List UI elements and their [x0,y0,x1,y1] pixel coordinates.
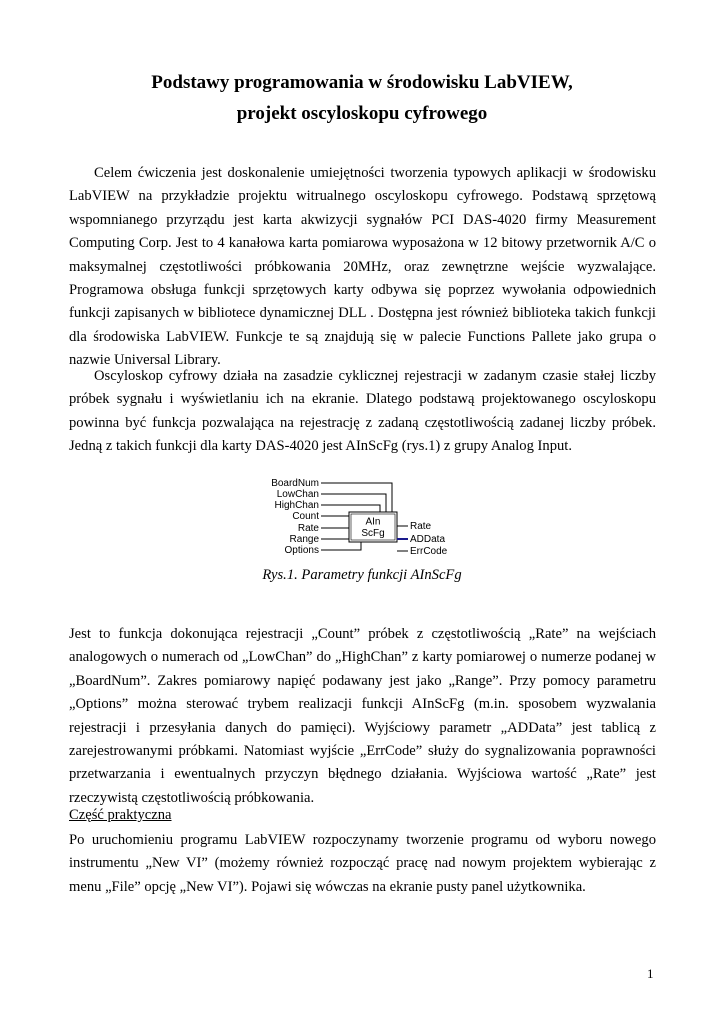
function-block-label-1: AIn [365,516,381,528]
function-diagram [263,476,463,560]
input-label-highchan: HighChan [274,500,319,511]
title-line-2: projekt oscyloskopu cyfrowego [236,103,488,124]
input-label-rate: Rate [297,523,319,534]
output-label-rate: Rate [410,521,432,532]
title-line-1: Podstawy programowania w środowisku LabVIEW, [151,72,573,93]
input-label-lowchan: LowChan [276,489,319,500]
figure-caption: Rys.1. Parametry funkcji AInScFg [262,567,462,583]
input-label-count: Count [292,511,319,522]
paragraph-function-description: Jest to funkcja dokonująca rejestracji „Count” próbek z częstotliwością „Rate” na wejściach analogowych o numerach od „LowChan” do „HighChan” z karty pomiarowej o numerze podanej w „BoardNum”. Zakres pomiarowy napięć podawany jest jako „Range”. Przy pomocy parametru „Options” można sterować trybem realizacji funkcji AInScFg (m.in. sposobem wyzwalania rejestracji i przesyłania danych do pamięci). Wyjściowy parametr „ADData” jest tablicą z zarejestrowanymi próbkami. Natomiast wyjście „ErrCode” służy do sygnalizowania poprawności przetwarzania i ewentualnych przyczyn błędnego działania. Wyjściowa wartość „Rate” jest rzeczywistą częstotliwością próbkowania. [69,626,656,806]
output-label-addata: ADData [410,534,446,545]
section-heading: Część praktyczna [69,807,172,823]
input-label-range: Range [289,534,319,545]
output-label-errcode: ErrCode [410,546,448,557]
function-block-label-2: ScFg [361,528,385,539]
paragraph-practical: Po uruchomieniu programu LabVIEW rozpoczynamy tworzenie programu od wyboru nowego instrumentu „New VI” (możemy również rozpocząć pracę nad nowym projektem wybierając z menu „File” opcję „New VI”). Pojawi się wówczas na ekranie pusty panel użytkownika. [69,832,656,895]
input-label-options: Options [284,545,319,556]
paragraph-oscilloscope: Oscyloskop cyfrowy działa na zasadzie cyklicznej rejestracji w zadanym czasie stałej liczby próbek sygnału i wyświetlaniu ich na ekranie. Dlatego podstawą projektowanego oscyloskopu powinna być funkcja pozwalająca na rejestrację z zadaną częstotliwością zadanej liczby próbek. Jedną z takich funkcji dla karty DAS-4020 jest AInScFg (rys.1) z grupy Analog Input. [69,368,656,455]
paragraph-intro: Celem ćwiczenia jest doskonalenie umiejętności tworzenia typowych aplikacji w środowisku LabVIEW na przykładzie projektu witrualnego oscyloskopu cyfrowego. Podstawą sprzętową wspomnianego przyrządu jest karta akwizycji sygnałów PCI DAS-4020 firmy Measurement Computing Corp. Jest to 4 kanałowa karta pomiarowa wyposażona w 12 bitowy przetwornik A/C o maksymalnej częstotliwości próbkowania 20MHz, oraz zewnętrzne wejście wyzwalające. Programowa obsługa funkcji sprzętowych karty odbywa się poprzez wywołania odpowiednich funkcji zapisanych w bibliotece dynamicznej DLL . Dostępna jest również biblioteka takich funkcji dla środowiska LabVIEW. Funkcje te są znajdują się w palecie Functions Pallete jako grupa o nazwie Universal Library. [69,165,656,369]
page-number: 1 [647,966,654,981]
input-label-boardnum: BoardNum [271,478,319,489]
